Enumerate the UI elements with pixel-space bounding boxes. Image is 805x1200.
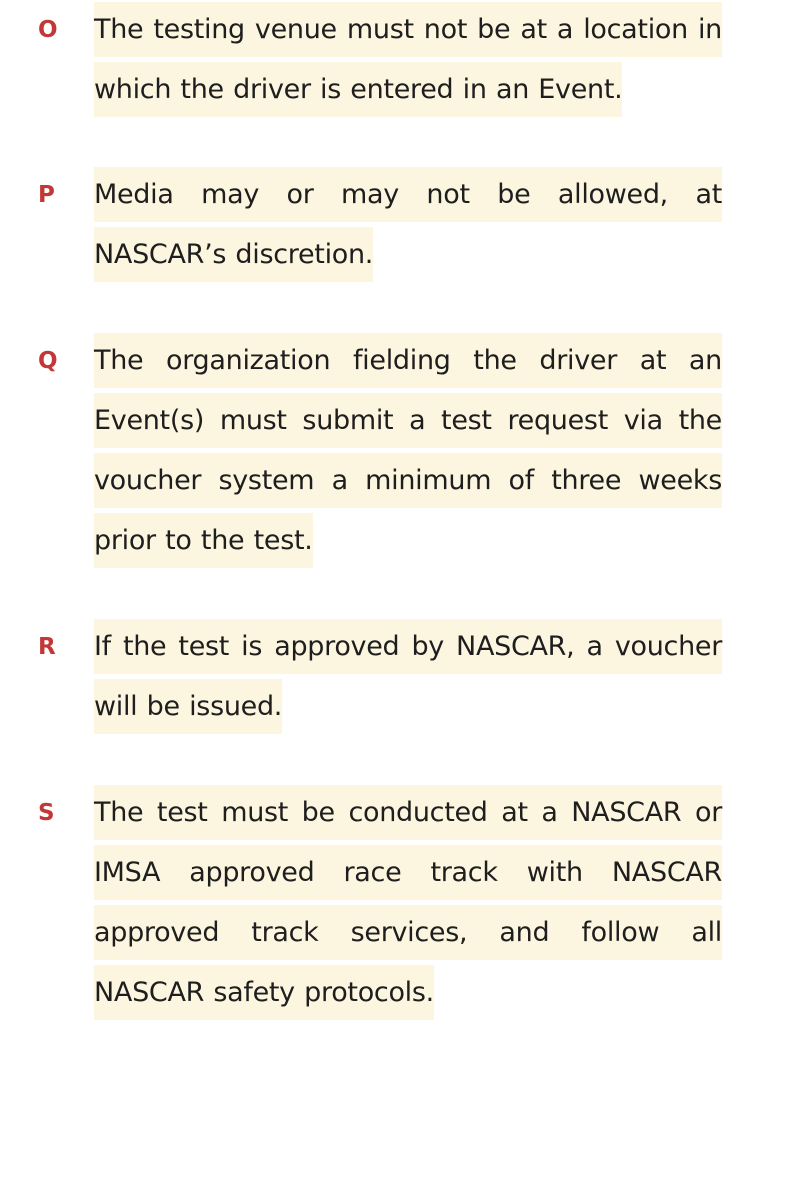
rule-letter: S [38,800,55,826]
rule-text [94,783,722,1023]
rule-text [94,617,722,737]
rule-text [94,165,722,285]
rule-text-highlight: The testing venue must not be at a location in which the driver is entered in an Event. [94,2,722,117]
rule-text-highlight: The organization fielding the driver at an Event(s) must submit a test request via the voucher system a minimum of three weeks prior to the test. [94,333,722,568]
rule-text-highlight: The test must be conducted at a NASCAR or IMSA approved race track with NASCAR approved track services, and follow all NASCAR safety protocols. [94,785,722,1020]
rule-letter: Q [38,348,58,374]
rule-text-highlight: Media may or may not be allowed, at NASCAR’s discretion. [94,167,722,282]
rule-letter: P [38,182,55,208]
rule-text [94,331,722,571]
rule-text [94,0,722,120]
rule-letter: O [38,17,58,43]
rule-letter: R [38,634,56,660]
rule-text-highlight: If the test is approved by NASCAR, a voucher will be issued. [94,619,722,734]
